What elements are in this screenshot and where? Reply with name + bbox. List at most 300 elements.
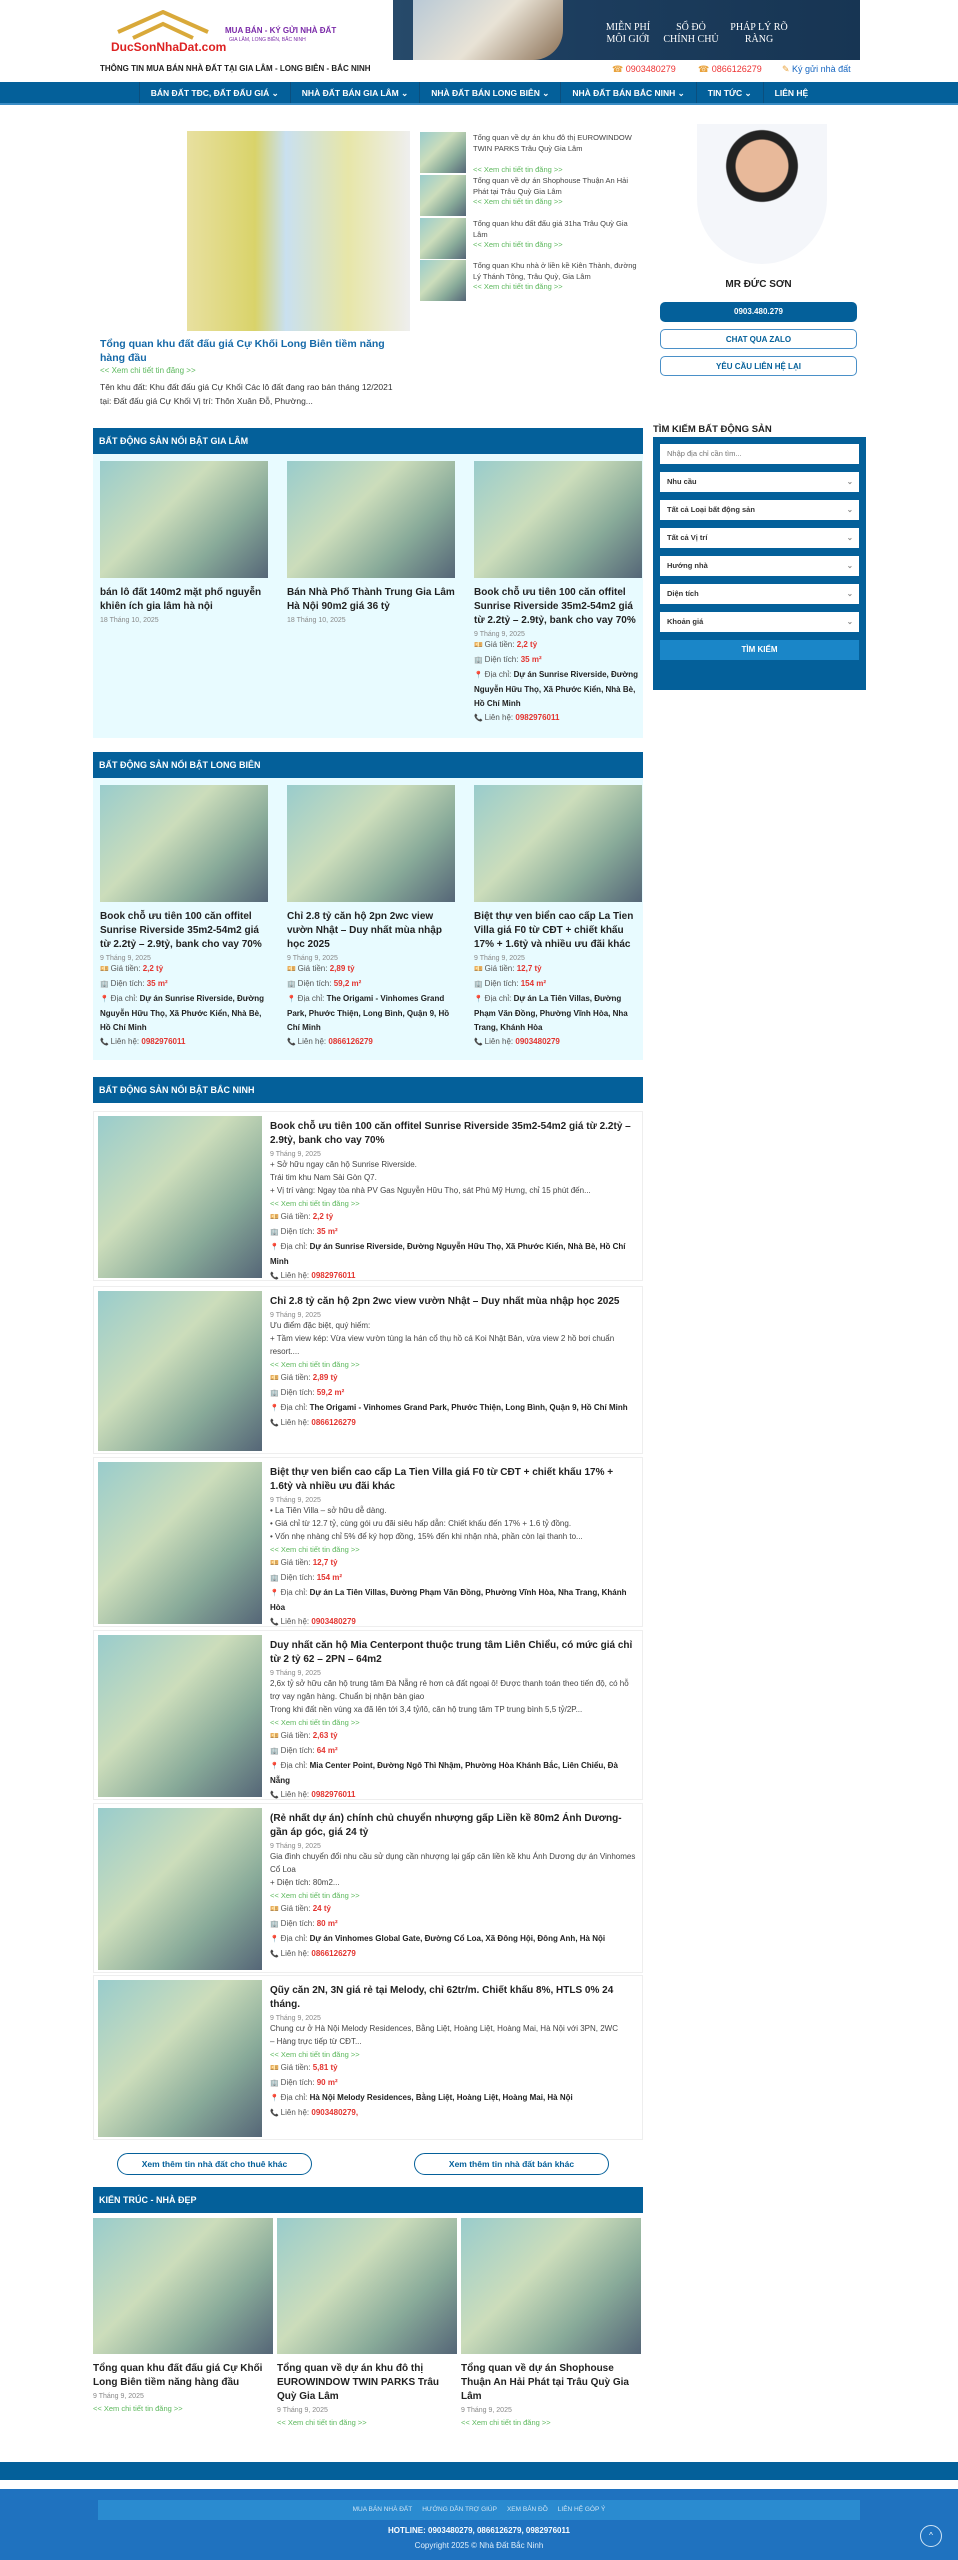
- contact-label: Liên hệ:: [280, 1271, 310, 1280]
- area-value: 154 m²: [316, 1573, 343, 1582]
- nav-item[interactable]: LIÊN HỆ: [763, 82, 820, 103]
- listing-title[interactable]: Qũy căn 2N, 3N giá rẻ tại Melody, chỉ 62tr/m. Chiết khấu 8%, HTLS 0% 24 tháng.: [270, 1985, 614, 2010]
- footer-top-bar: [0, 2462, 958, 2480]
- listing-date: 9 Tháng 9, 2025: [474, 955, 525, 962]
- listing-title[interactable]: Biệt thự ven biển cao cấp La Tien Villa giá F0 từ CĐT + chiết khấu 17% + 1.6tỷ và nhiều ưu đãi khác: [270, 1467, 614, 1492]
- listing-title[interactable]: Chỉ 2.8 tỷ căn hộ 2pn 2wc view vườn Nhật – Duy nhất mùa nhập học 2025: [270, 1296, 620, 1307]
- listing-addr: [270, 1240, 636, 1269]
- article-title[interactable]: Tổng quan khu đất đấu giá Cự Khối Long Biên tiềm năng hàng đầu: [93, 2363, 263, 2388]
- addr-value: The Origami - Vinhomes Grand Park, Phước Thiện, Long Bình, Quận 9, Hồ Chí Minh: [309, 1403, 628, 1412]
- price-icon: 💴: [270, 1560, 281, 1567]
- banner-text: MIỄN PHÍ MÔI GIỚI: [605, 22, 651, 45]
- location-icon: 📍: [270, 1405, 281, 1412]
- hotline-2[interactable]: [698, 64, 762, 75]
- listing-contact: [270, 1416, 636, 1431]
- listing-price: [270, 1210, 636, 1225]
- phone-icon: 📞: [287, 1039, 298, 1046]
- featured-image[interactable]: [100, 131, 410, 331]
- phone-icon: 📞: [270, 1619, 281, 1626]
- filter-select[interactable]: [660, 584, 859, 604]
- addr-label: Địa chỉ:: [280, 1242, 308, 1251]
- location-icon: 📍: [474, 996, 485, 1003]
- banner-text: PHÁP LÝ RÕ RÀNG: [730, 22, 788, 45]
- price-value: 24 tỷ: [312, 1904, 331, 1913]
- listing-excerpt: Gia đình chuyển đổi nhu cầu sử dụng cần nhượng lại gấp căn liền kề khu Ánh Dương dự án Vinhomes Cổ Loa: [270, 1852, 636, 1874]
- nav-item[interactable]: TIN TỨC ⌄: [696, 82, 763, 103]
- side-post-more-link[interactable]: << Xem chi tiết tin đăng >>: [473, 165, 563, 174]
- price-value: 2,2 tỷ: [312, 1212, 334, 1221]
- contact-value[interactable]: 0982976011: [311, 1790, 356, 1799]
- agent-avatar: [697, 124, 827, 264]
- contact-label: Liên hệ:: [280, 1790, 310, 1799]
- hotline-1[interactable]: [612, 64, 676, 75]
- banner-text: SỔ ĐỎ CHÍNH CHỦ: [663, 22, 719, 45]
- area-label: Diện tích:: [280, 1919, 315, 1928]
- address-search-input[interactable]: [660, 444, 859, 464]
- area-value: 59,2 m²: [316, 1388, 345, 1397]
- side-post-more-link[interactable]: << Xem chi tiết tin đăng >>: [473, 197, 563, 206]
- price-label: Giá tiền:: [297, 964, 328, 973]
- area-icon: 🏢: [270, 1390, 281, 1397]
- price-label: Giá tiền:: [280, 1558, 311, 1567]
- listing-contact: [270, 1615, 636, 1630]
- listing-row[interactable]: [93, 1457, 643, 1627]
- listing-contact: [474, 1035, 642, 1050]
- select-value: Tất cả Loại bất động sản: [667, 505, 755, 514]
- listing-addr: [270, 1759, 636, 1788]
- listing-card[interactable]: [474, 461, 642, 726]
- addr-value: Dự án Sunrise Riverside, Đường Nguyễn Hữu Thọ, Xã Phước Kiển, Nhà Bè, Hồ Chí Minh: [474, 670, 639, 708]
- contact-value[interactable]: 0982976011: [141, 1037, 186, 1046]
- side-post-title[interactable]: Tổng quan về dự án khu đô thị EUROWINDOW TWIN PARKS Trâu Quỳ Gia Lâm: [473, 133, 632, 153]
- listing-addr: [474, 992, 642, 1035]
- section-heading: BẤT ĐỘNG SẢN NỔI BẬT GIA LÂM: [93, 428, 643, 454]
- side-post-more-link[interactable]: << Xem chi tiết tin đăng >>: [473, 282, 563, 291]
- more-rent-button[interactable]: Xem thêm tin nhà đất cho thuê khác: [117, 2153, 312, 2175]
- listing-image[interactable]: [98, 1808, 262, 1970]
- addr-label: Địa chỉ:: [280, 1934, 308, 1943]
- price-value: 12,7 tỷ: [516, 964, 542, 973]
- zalo-chat-button[interactable]: CHAT QUA ZALO: [660, 329, 857, 349]
- select-value: Hướng nhà: [667, 561, 708, 570]
- contact-value[interactable]: 0866126279: [328, 1037, 373, 1046]
- area-icon: 🏢: [270, 2080, 281, 2087]
- price-label: Giá tiền:: [110, 964, 141, 973]
- listing-card[interactable]: [287, 785, 455, 1050]
- phone-number: 0903480279: [625, 64, 676, 74]
- contact-value[interactable]: 0982976011: [311, 1271, 356, 1280]
- contact-label: Liên hệ:: [280, 2108, 310, 2117]
- listing-date: 9 Tháng 9, 2025: [100, 955, 151, 962]
- contact-value[interactable]: 0903480279: [311, 1617, 356, 1626]
- price-label: Giá tiền:: [280, 1212, 311, 1221]
- contact-value[interactable]: 0866126279: [311, 1418, 356, 1427]
- featured-title[interactable]: Tổng quan khu đất đấu giá Cự Khối Long Biên tiềm năng hàng đầu: [100, 338, 385, 364]
- listing-date: 9 Tháng 9, 2025: [270, 1670, 321, 1677]
- listing-more-link[interactable]: << Xem chi tiết tin đăng >>: [270, 1545, 360, 1554]
- price-value: 12,7 tỷ: [312, 1558, 338, 1567]
- phone-icon: 📞: [270, 1951, 281, 1958]
- listing-title[interactable]: (Rẻ nhất dự án) chính chủ chuyển nhượng gấp Liền kề 80m2 Ánh Dương-gần áp góc, giá 24 tỷ: [270, 1813, 622, 1838]
- listing-row[interactable]: [93, 1975, 643, 2140]
- footer: [0, 2489, 958, 2560]
- consign-label: Ký gửi nhà đất: [792, 64, 851, 74]
- article-card[interactable]: [277, 2218, 457, 2427]
- listing-area: [270, 1744, 636, 1759]
- listing-price: [270, 1729, 636, 1744]
- location-icon: 📍: [474, 672, 485, 679]
- listing-date: 9 Tháng 9, 2025: [287, 955, 338, 962]
- price-value: 2,2 tỷ: [516, 640, 538, 649]
- phone-icon: 📞: [270, 1273, 281, 1280]
- listing-price: [287, 962, 455, 977]
- price-icon: 💴: [100, 966, 111, 973]
- listing-card[interactable]: [100, 785, 268, 1050]
- listing-area: [474, 653, 642, 668]
- listing-contact: [474, 711, 642, 726]
- listing-image[interactable]: [474, 785, 642, 902]
- listing-area: [270, 1225, 636, 1240]
- listing-date: 9 Tháng 9, 2025: [270, 1843, 321, 1850]
- listing-image[interactable]: [98, 1980, 262, 2137]
- listing-area: [270, 1917, 636, 1932]
- price-icon: 💴: [270, 2065, 281, 2072]
- article-card[interactable]: [461, 2218, 641, 2427]
- price-label: Giá tiền:: [280, 1373, 311, 1382]
- article-more-link[interactable]: << Xem chi tiết tin đăng >>: [93, 2404, 183, 2413]
- footer-link[interactable]: HƯỚNG DẪN TRỢ GIÚP: [422, 2506, 497, 2513]
- listing-title[interactable]: Book chỗ ưu tiên 100 căn offitel Sunrise Riverside 35m2-54m2 giá từ 2.2tỷ – 2.9tỷ, bank cho vay 70%: [100, 911, 262, 950]
- listing-addr: [270, 1401, 636, 1416]
- article-more-link[interactable]: << Xem chi tiết tin đăng >>: [461, 2418, 551, 2427]
- price-icon: 💴: [270, 1375, 281, 1382]
- listing-image[interactable]: [474, 461, 642, 578]
- addr-value: Dự án Sunrise Riverside, Đường Nguyễn Hữu Thọ, Xã Phước Kiển, Nhà Bè, Hồ Chí Minh: [270, 1242, 626, 1266]
- listing-price: [474, 962, 642, 977]
- listing-area: [270, 1571, 636, 1586]
- chevron-down-icon: ⌄: [846, 617, 853, 626]
- footer-links: [98, 2500, 860, 2520]
- listing-image[interactable]: [98, 1116, 262, 1278]
- area-icon: 🏢: [100, 981, 111, 988]
- site-info: THÔNG TIN MUA BÁN NHÀ ĐẤT TẠI GIA LÂM - LONG BIÊN - BẮC NINH: [100, 64, 371, 73]
- listing-excerpt: Ưu điểm đặc biệt, quý hiếm:: [270, 1321, 371, 1330]
- side-post-title[interactable]: Tổng quan Khu nhà ở liền kề Kiên Thành, đường Lý Thánh Tông, Trâu Quỳ, Gia Lâm: [473, 261, 637, 281]
- price-icon: 💴: [270, 1214, 281, 1221]
- addr-label: Địa chỉ:: [280, 1761, 308, 1770]
- contact-value[interactable]: 0866126279: [311, 1949, 356, 1958]
- side-post-thumb[interactable]: [420, 175, 466, 216]
- article-image[interactable]: [461, 2218, 641, 2354]
- location-icon: 📍: [270, 1763, 281, 1770]
- footer-link[interactable]: XEM BẢN ĐỒ: [506, 2506, 548, 2513]
- listing-contact: [100, 1035, 268, 1050]
- copyright: Copyright 2025 © Nhà Đất Bắc Ninh: [414, 2541, 544, 2550]
- listing-image[interactable]: [98, 1462, 262, 1624]
- listing-addr: [100, 992, 268, 1035]
- area-value: 64 m²: [316, 1746, 338, 1755]
- location-icon: 📍: [270, 1590, 281, 1597]
- listing-excerpt: • Vốn nhẹ nhàng chỉ 5% để ký hợp đồng, 15% đến khi nhận nhà, phần còn lại thanh to...: [270, 1532, 583, 1541]
- area-label: Diện tích:: [280, 1746, 315, 1755]
- price-value: 2,2 tỷ: [142, 964, 164, 973]
- filter-select[interactable]: [660, 472, 859, 492]
- listing-title[interactable]: Duy nhất căn hộ Mia Centerpont thuộc trung tâm Liên Chiểu, có mức giá chỉ từ 2 tỷ 62 – 2PN – 64m2: [270, 1640, 633, 1665]
- addr-value: Dự án Sunrise Riverside, Đường Nguyễn Hữu Thọ, Xã Phước Kiển, Nhà Bè, Hồ Chí Minh: [100, 994, 265, 1032]
- footer-link[interactable]: LIÊN HỆ GÓP Ý: [557, 2506, 606, 2513]
- filter-select[interactable]: [660, 500, 859, 520]
- featured-more-link[interactable]: << Xem chi tiết tin đăng >>: [100, 366, 196, 375]
- listing-date: 9 Tháng 9, 2025: [474, 631, 525, 638]
- roof-logo-icon: [113, 10, 213, 40]
- phone-icon: ☎: [612, 64, 626, 74]
- contact-value[interactable]: 0903480279,: [311, 2108, 359, 2117]
- location-icon: 📍: [270, 1936, 281, 1943]
- footer-hotline: HOTLINE: 0903480279, 0866126279, 0982976011: [388, 2526, 570, 2535]
- side-post-thumb[interactable]: [420, 132, 466, 173]
- article-title[interactable]: Tổng quan về dự án Shophouse Thuận An Hải Phát tại Trâu Quỳ Gia Lâm: [461, 2363, 629, 2402]
- note-icon: ✎: [782, 64, 793, 74]
- price-value: 2,89 tỷ: [312, 1373, 338, 1382]
- callback-request-button[interactable]: YÊU CẦU LIÊN HỆ LẠI: [660, 356, 857, 376]
- listing-title[interactable]: Book chỗ ưu tiên 100 căn offitel Sunrise Riverside 35m2-54m2 giá từ 2.2tỷ – 2.9tỷ, bank cho vay 70%: [474, 587, 636, 626]
- nav-item[interactable]: BÁN ĐẤT TĐC, ĐẤT ĐẤU GIÁ ⌄: [139, 82, 290, 103]
- addr-label: Địa chỉ:: [484, 994, 512, 1003]
- area-label: Diện tích:: [110, 979, 145, 988]
- listing-more-link[interactable]: << Xem chi tiết tin đăng >>: [270, 1718, 360, 1727]
- area-value: 35 m²: [520, 655, 542, 664]
- nav-item[interactable]: NHÀ ĐẤT BÁN LONG BIÊN ⌄: [419, 82, 560, 103]
- phone-icon: 📞: [474, 1039, 485, 1046]
- listing-title[interactable]: Biệt thự ven biển cao cấp La Tien Villa giá F0 từ CĐT + chiết khấu 17% + 1.6tỷ và nhiều ưu đãi khác: [474, 911, 634, 950]
- listing-price: [270, 2061, 636, 2076]
- scroll-top-button[interactable]: ^: [920, 2525, 942, 2547]
- addr-label: Địa chỉ:: [110, 994, 138, 1003]
- addr-value: Dự án La Tiên Villas, Đường Phạm Văn Đồng, Phường Vĩnh Hòa, Nha Trang, Khánh Hòa: [474, 994, 628, 1032]
- listing-image[interactable]: [287, 461, 455, 578]
- chevron-down-icon: ⌄: [846, 533, 853, 542]
- article-image[interactable]: [93, 2218, 273, 2354]
- site-logo[interactable]: [105, 6, 395, 54]
- brand-name: DucSonNhaDat.com: [111, 40, 227, 54]
- listing-contact: [270, 1947, 636, 1962]
- footer-link[interactable]: MUA BÁN NHÀ ĐẤT: [352, 2506, 413, 2513]
- phone-icon: ☎: [698, 64, 712, 74]
- listing-area: [474, 977, 642, 992]
- listing-price: [270, 1902, 636, 1917]
- area-value: 80 m²: [316, 1919, 338, 1928]
- select-value: Nhu cầu: [667, 477, 697, 486]
- addr-label: Địa chỉ:: [280, 2093, 308, 2102]
- nav-item[interactable]: NHÀ ĐẤT BÁN GIA LÂM ⌄: [290, 82, 419, 103]
- listing-date: 18 Tháng 10, 2025: [100, 617, 159, 624]
- area-value: 35 m²: [316, 1227, 338, 1236]
- listing-more-link[interactable]: << Xem chi tiết tin đăng >>: [270, 2050, 360, 2059]
- article-more-link[interactable]: << Xem chi tiết tin đăng >>: [277, 2418, 367, 2427]
- article-card[interactable]: [93, 2218, 273, 2413]
- price-value: 5,81 tỷ: [312, 2063, 338, 2072]
- contact-label: Liên hệ:: [484, 713, 514, 722]
- listing-image[interactable]: [287, 785, 455, 902]
- area-value: 35 m²: [146, 979, 168, 988]
- banner-image: [413, 0, 563, 60]
- chevron-down-icon: ⌄: [846, 561, 853, 570]
- area-label: Diện tích:: [280, 2078, 315, 2087]
- side-post-more-link[interactable]: << Xem chi tiết tin đăng >>: [473, 240, 563, 249]
- phone-icon: 📞: [474, 715, 485, 722]
- location-icon: 📍: [100, 996, 111, 1003]
- area-label: Diện tích:: [484, 655, 519, 664]
- listing-excerpt: • La Tiên Villa – sở hữu dễ dàng.: [270, 1506, 387, 1515]
- listing-more-link[interactable]: << Xem chi tiết tin đăng >>: [270, 1891, 360, 1900]
- article-title[interactable]: Tổng quan về dự án khu đô thị EUROWINDOW TWIN PARKS Trâu Quỳ Gia Lâm: [277, 2363, 440, 2402]
- addr-label: Địa chỉ:: [280, 1403, 308, 1412]
- addr-value: Dự án La Tiên Villas, Đường Phạm Văn Đồng, Phường Vĩnh Hòa, Nha Trang, Khánh Hòa: [270, 1588, 627, 1612]
- section-heading: KIẾN TRÚC - NHÀ ĐẸP: [93, 2187, 643, 2213]
- area-icon: 🏢: [270, 1229, 281, 1236]
- header-banner[interactable]: [393, 0, 860, 60]
- price-value: 2,89 tỷ: [329, 964, 355, 973]
- listing-excerpt: • Giá chỉ từ 12.7 tỷ, cùng gói ưu đãi siêu hấp dẫn: Chiết khấu đến 17% + 1.6 tỷ đồng.: [270, 1519, 572, 1528]
- side-post-title[interactable]: Tổng quan khu đất đấu giá 31ha Trâu Quỳ Gia Lâm: [473, 219, 628, 239]
- listing-contact: [270, 1269, 636, 1284]
- listing-price: [270, 1371, 636, 1386]
- listing-price: [474, 638, 642, 653]
- listing-title[interactable]: bán lô đất 140m2 mặt phố nguyễn khiên ích gia lâm hà nội: [100, 587, 262, 612]
- call-button[interactable]: 0903.480.279: [660, 302, 857, 322]
- listing-title[interactable]: Book chỗ ưu tiên 100 căn offitel Sunrise Riverside 35m2-54m2 giá từ 2.2tỷ – 2.9tỷ, bank cho vay 70%: [270, 1121, 631, 1146]
- price-icon: 💴: [270, 1906, 281, 1913]
- listing-excerpt: + Vị trí vàng: Ngay tòa nhà PV Gas Nguyễn Hữu Thọ, sát Phú Mỹ Hưng, chỉ 15 phút đến...: [270, 1186, 591, 1195]
- price-label: Giá tiền:: [280, 1904, 311, 1913]
- location-icon: 📍: [270, 2095, 281, 2102]
- search-form: [653, 437, 866, 690]
- area-icon: 🏢: [270, 1748, 281, 1755]
- listing-area: [287, 977, 455, 992]
- listing-contact: [270, 2106, 636, 2121]
- listing-excerpt: Trong khi đất nền vùng xa đã lên tới 3,4 tỷ/lô, căn hộ trung tâm TP trung bình 5,5 tỷ/2P...: [270, 1705, 583, 1714]
- article-date: 9 Tháng 9, 2025: [93, 2393, 144, 2400]
- section-heading: BẤT ĐỘNG SẢN NỔI BẬT LONG BIÊN: [93, 752, 643, 778]
- listing-date: 9 Tháng 9, 2025: [270, 2015, 321, 2022]
- price-icon: 💴: [474, 642, 485, 649]
- listing-title[interactable]: Chỉ 2.8 tỷ căn hộ 2pn 2wc view vườn Nhật – Duy nhất mùa nhập học 2025: [287, 911, 442, 950]
- area-label: Diện tích:: [280, 1388, 315, 1397]
- addr-value: Dự án Vinhomes Global Gate, Đường Cổ Loa, Xã Đông Hội, Đông Anh, Hà Nội: [309, 1934, 606, 1943]
- contact-label: Liên hệ:: [484, 1037, 514, 1046]
- listing-image[interactable]: [100, 461, 268, 578]
- contact-label: Liên hệ:: [280, 1617, 310, 1626]
- tagline: MUA BÁN - KÝ GỬI NHÀ ĐẤT: [225, 26, 337, 35]
- nav-item[interactable]: NHÀ ĐẤT BÁN BẮC NINH ⌄: [560, 82, 695, 103]
- addr-value: Mia Center Point, Đường Ngô Thì Nhậm, Phường Hòa Khánh Bắc, Liên Chiểu, Đà Nẵng: [270, 1761, 618, 1785]
- listing-more-link[interactable]: << Xem chi tiết tin đăng >>: [270, 1360, 360, 1369]
- area-icon: 🏢: [474, 981, 485, 988]
- location-icon: 📍: [287, 996, 298, 1003]
- price-label: Giá tiền:: [280, 1731, 311, 1740]
- contact-label: Liên hệ:: [110, 1037, 140, 1046]
- section-heading: BẤT ĐỘNG SẢN NỔI BẬT BẮC NINH: [93, 1077, 643, 1103]
- listing-image[interactable]: [98, 1635, 262, 1797]
- area-icon: 🏢: [270, 1921, 281, 1928]
- price-label: Giá tiền:: [484, 964, 515, 973]
- phone-icon: 📞: [270, 2110, 281, 2117]
- area-label: Diện tích:: [297, 979, 332, 988]
- phone-icon: 📞: [100, 1039, 111, 1046]
- contact-value[interactable]: 0982976011: [515, 713, 560, 722]
- listing-image[interactable]: [100, 785, 268, 902]
- chevron-down-icon: ⌄: [846, 589, 853, 598]
- listing-area: [270, 2076, 636, 2091]
- side-post-title[interactable]: Tổng quan về dự án Shophouse Thuận An Hải Phát tại Trâu Quỳ Gia Lâm: [473, 176, 628, 196]
- listing-area: [100, 977, 268, 992]
- phone-icon: 📞: [270, 1420, 281, 1427]
- addr-value: Hà Nội Melody Residences, Bằng Liệt, Hoàng Liệt, Hoàng Mai, Hà Nội: [309, 2093, 573, 2102]
- listing-card[interactable]: [474, 785, 642, 1050]
- filter-select[interactable]: [660, 612, 859, 632]
- filter-select[interactable]: [660, 556, 859, 576]
- listing-excerpt: Chung cư ở Hà Nội Melody Residences, Bằng Liệt, Hoàng Liệt, Hoàng Mai, Hà Nội với 3PN, 2WC: [270, 2024, 619, 2033]
- area-value: 59,2 m²: [333, 979, 362, 988]
- area-value: 90 m²: [316, 2078, 338, 2087]
- area-label: Diện tích:: [280, 1227, 315, 1236]
- listing-row[interactable]: [93, 1630, 643, 1800]
- listing-row[interactable]: [93, 1111, 643, 1281]
- listing-date: 18 Tháng 10, 2025: [287, 617, 346, 624]
- consign-link[interactable]: [782, 64, 851, 75]
- listing-row[interactable]: [93, 1803, 643, 1973]
- listing-addr: [270, 1586, 636, 1615]
- price-icon: 💴: [287, 966, 298, 973]
- listing-date: 9 Tháng 9, 2025: [270, 1151, 321, 1158]
- more-sale-button[interactable]: Xem thêm tin nhà đất bán khác: [414, 2153, 609, 2175]
- area-icon: 🏢: [287, 981, 298, 988]
- select-value: Diện tích: [667, 589, 699, 598]
- listing-title[interactable]: Bán Nhà Phố Thành Trung Gia Lâm Hà Nội 90m2 giá 36 tỷ: [287, 587, 455, 612]
- listing-row[interactable]: [93, 1286, 643, 1454]
- filter-select[interactable]: [660, 528, 859, 548]
- listing-contact: [270, 1788, 636, 1803]
- listing-price: [270, 1556, 636, 1571]
- listing-addr: [270, 1932, 636, 1947]
- addr-value: The Origami - Vinhomes Grand Park, Phước Thiện, Long Bình, Quận 9, Hồ Chí Minh: [287, 994, 450, 1032]
- listing-excerpt: Trái tim khu Nam Sài Gòn Q7.: [270, 1173, 377, 1182]
- chevron-down-icon: ⌄: [846, 505, 853, 514]
- price-value: 2,63 tỷ: [312, 1731, 338, 1740]
- agent-name: MR ĐỨC SƠN: [725, 279, 792, 290]
- select-value: Tất cả Vị trí: [667, 533, 708, 542]
- listing-excerpt: + Diện tích: 80m2...: [270, 1878, 340, 1887]
- chevron-down-icon: ⌄: [846, 477, 853, 486]
- listing-card[interactable]: [100, 461, 268, 624]
- search-button[interactable]: TÌM KIẾM: [660, 640, 859, 660]
- listing-excerpt: – Hàng trực tiếp từ CĐT...: [270, 2037, 362, 2046]
- listing-card[interactable]: [287, 461, 455, 624]
- area-label: Diện tích:: [280, 1573, 315, 1582]
- side-post-thumb[interactable]: [420, 260, 466, 301]
- listing-image[interactable]: [98, 1291, 262, 1451]
- contact-value[interactable]: 0903480279: [515, 1037, 560, 1046]
- price-icon: 💴: [270, 1733, 281, 1740]
- article-image[interactable]: [277, 2218, 457, 2354]
- listing-date: 9 Tháng 9, 2025: [270, 1497, 321, 1504]
- area-value: 154 m²: [520, 979, 547, 988]
- side-post-thumb[interactable]: [420, 218, 466, 259]
- listing-more-link[interactable]: << Xem chi tiết tin đăng >>: [270, 1199, 360, 1208]
- price-icon: 💴: [474, 966, 485, 973]
- listing-excerpt: + Tầm view kép: Vừa view vườn tùng la hán cổ thụ hồ cá Koi Nhật Bản, vừa view 2 hồ bơi chuẩn resort....: [270, 1334, 615, 1356]
- subtagline: GIA LÂM, LONG BIÊN, BẮC NINH: [229, 37, 306, 43]
